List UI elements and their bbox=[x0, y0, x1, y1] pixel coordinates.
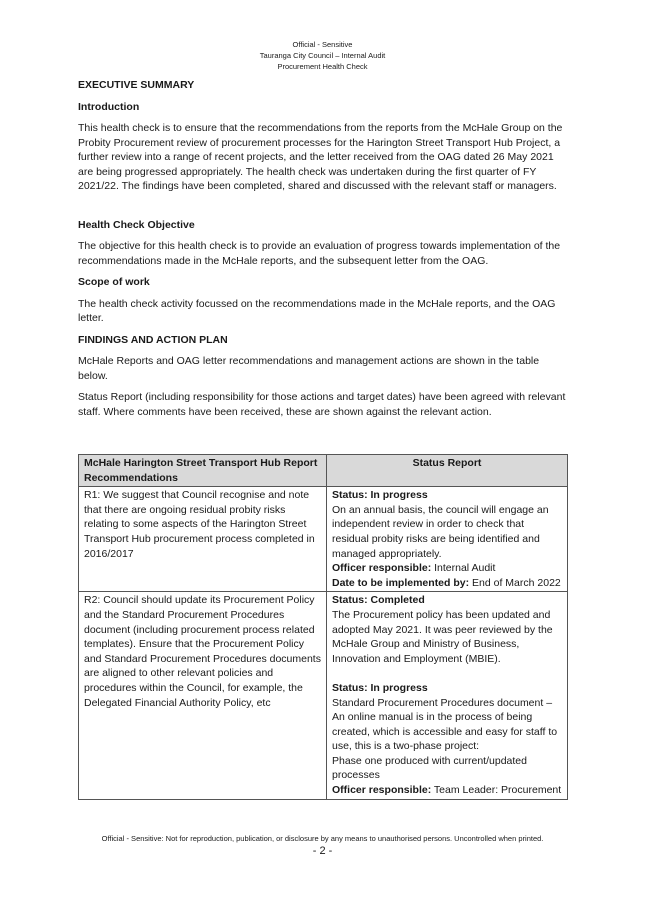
date-value: End of March 2022 bbox=[469, 576, 561, 589]
status-label: Status: Completed bbox=[332, 594, 425, 607]
objective-paragraph: The objective for this health check is to provide an evaluation of progress towards implementation of the recommendations made in the McHale reports, and the subsequent letter from the OAG. bbox=[78, 240, 561, 267]
status-label: Status: In progress bbox=[332, 489, 428, 502]
status-cell bbox=[327, 592, 568, 799]
recommendations-table bbox=[78, 454, 568, 800]
table-row bbox=[79, 487, 568, 592]
findings-paragraph: McHale Reports and OAG letter recommendations and management actions are shown in the table below. bbox=[78, 355, 540, 382]
status-report-paragraph: Status Report (including responsibility for those actions and target dates) have been agreed with relevant staff. Where comments have been received, these are shown against the relevant action. bbox=[78, 391, 566, 418]
date-label: Date to be implemented by: bbox=[332, 576, 470, 589]
status-text: The Procurement policy has been updated and adopted May 2021. It was peer reviewed by the McHale Group and Ministry of Business, Innovation and Employment (MBIE). bbox=[332, 608, 553, 665]
status-text: Standard Procurement Procedures document – An online manual is in the process of being created, which is accessible and easy for staff to use, this is a two-phase project: bbox=[332, 696, 558, 753]
recommendation-cell: R2: Council should update its Procurement Policy and the Standard Procurement Procedures document (including procurement process related templates). Ensure that the Procurement Policy and Standard Procurement Procedures documents are aligned to other relevant policies and procedures within the Council, for example, the Delegated Financial Authority Policy, etc bbox=[79, 592, 327, 799]
introduction-paragraph: This health check is to ensure that the recommendations from the reports from the McHale Group on the Probity Procurement review of procurement processes for the Harington Street Transport Hub Project, a further review into a range of recent projects, and the letter received from the OAG dated 26 May 2021 are being progressed appropriately. The health check was undertaken during the first quarter of FY 2021/22. The findings have been completed, shared and discussed with the relevant staff or managers. bbox=[78, 122, 563, 192]
officer-label: Officer responsible: bbox=[332, 562, 432, 575]
status-cell bbox=[327, 487, 568, 592]
scope-heading: Scope of work bbox=[78, 276, 150, 288]
recommendation-cell: R1: We suggest that Council recognise and note that there are ongoing residual probity risks relating to some aspects of the Harington Street Transport Hub procurement process completed in 2016/2017 bbox=[79, 487, 327, 592]
header-document-title: Procurement Health Check bbox=[277, 62, 368, 71]
header-organisation: Tauranga City Council – Internal Audit bbox=[259, 51, 386, 60]
document-body bbox=[78, 78, 570, 419]
footer-notice: Official - Sensitive: Not for reproduction, publication, or disclosure by any means to unauthorised persons. Uncontrolled when printed. bbox=[101, 834, 544, 843]
header-classification: Official - Sensitive bbox=[292, 40, 353, 49]
phase-text: Phase one produced with current/updated processes bbox=[332, 754, 527, 782]
table-row bbox=[79, 592, 568, 799]
officer-label: Officer responsible: bbox=[332, 784, 432, 797]
recommendations-column-header: McHale Harington Street Transport Hub Report Recommendations bbox=[79, 455, 327, 487]
page-header bbox=[0, 39, 645, 72]
officer-value: Team Leader: Procurement bbox=[431, 784, 562, 797]
objective-heading: Health Check Objective bbox=[78, 218, 195, 231]
status-column-header: Status Report bbox=[327, 455, 568, 487]
scope-paragraph: The health check activity focussed on the recommendations made in the McHale reports, and the OAG letter. bbox=[78, 297, 556, 324]
table-header-row bbox=[79, 455, 568, 487]
introduction-heading: Introduction bbox=[78, 100, 140, 113]
page-number: - 2 - bbox=[312, 845, 333, 857]
status-label: Status: In progress bbox=[332, 681, 428, 694]
status-text: On an annual basis, the council will engage an independent review in order to check that residual probity risks are being identified and managed appropriately. bbox=[332, 503, 549, 560]
executive-summary-heading: EXECUTIVE SUMMARY bbox=[78, 79, 195, 91]
findings-heading: FINDINGS AND ACTION PLAN bbox=[78, 333, 228, 346]
officer-value: Internal Audit bbox=[431, 562, 496, 575]
